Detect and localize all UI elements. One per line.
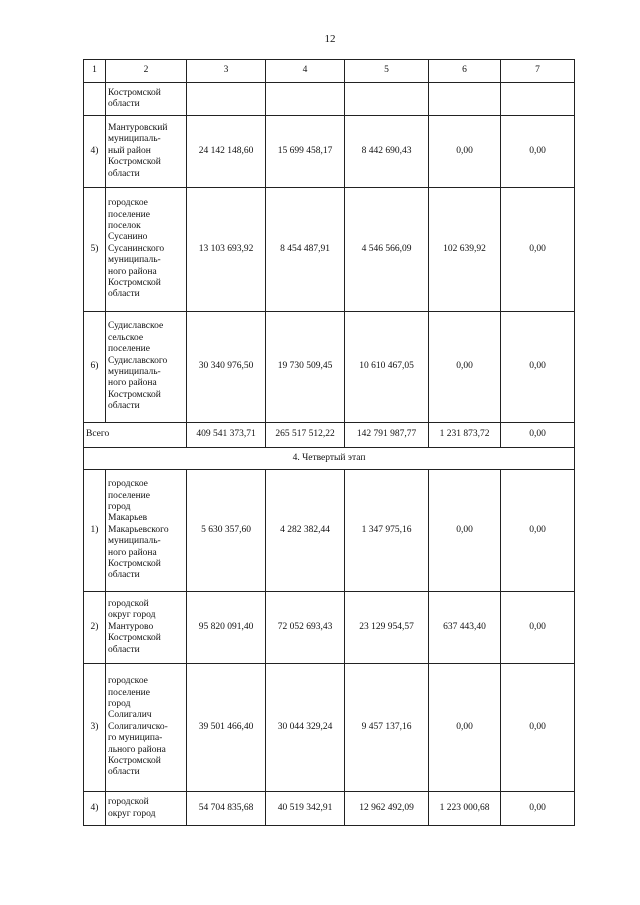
stage-title: 4. Четвертый этап [84,448,575,470]
value-cell: 30 044 329,24 [266,664,345,792]
value-cell [187,83,266,116]
table-row [84,664,575,792]
table-row [84,312,575,423]
row-number: 6) [84,312,106,423]
value-cell: 0,00 [429,664,501,792]
table-row [84,470,575,592]
row-number: 2) [84,592,106,664]
value-cell [345,83,429,116]
value-cell: 15 699 458,17 [266,116,345,188]
value-cell: 54 704 835,68 [187,792,266,826]
value-cell: 10 610 467,05 [345,312,429,423]
value-cell: 0,00 [501,312,575,423]
municipality-name: городское поселение город Макарьев Макарьевского муниципаль- ного района Костромской области [106,470,187,592]
table-row [84,592,575,664]
table-row [84,83,575,116]
value-cell: 0,00 [429,116,501,188]
value-cell: 4 282 382,44 [266,470,345,592]
value-cell: 0,00 [501,470,575,592]
budget-table [83,59,575,826]
header-row [84,60,575,83]
value-cell: 409 541 373,71 [187,423,266,448]
value-cell: 142 791 987,77 [345,423,429,448]
value-cell: 40 519 342,91 [266,792,345,826]
value-cell: 39 501 466,40 [187,664,266,792]
municipality-name: Судиславское сельское поселение Судиславского муниципаль- ного района Костромской области [106,312,187,423]
value-cell: 0,00 [501,592,575,664]
value-cell: 0,00 [501,423,575,448]
municipality-name: городское поселение город Солигалич Солигаличско- го муниципа- льного района Костромской области [106,664,187,792]
row-number: 5) [84,188,106,312]
column-header: 6 [429,60,501,83]
table-row [84,792,575,826]
value-cell: 24 142 148,60 [187,116,266,188]
value-cell: 0,00 [501,792,575,826]
table-row [84,116,575,188]
value-cell: 637 443,40 [429,592,501,664]
municipality-name: городское поселение поселок Сусанино Сусанинского муниципаль- ного района Костромской области [106,188,187,312]
municipality-name: городской округ город [106,792,187,826]
row-number: 3) [84,664,106,792]
value-cell: 5 630 357,60 [187,470,266,592]
row-number: 1) [84,470,106,592]
value-cell: 23 129 954,57 [345,592,429,664]
value-cell: 0,00 [429,312,501,423]
value-cell: 30 340 976,50 [187,312,266,423]
row-number: 4) [84,116,106,188]
value-cell: 0,00 [501,116,575,188]
value-cell: 1 223 000,68 [429,792,501,826]
column-header: 4 [266,60,345,83]
value-cell: 0,00 [501,188,575,312]
value-cell [429,83,501,116]
total-row [84,423,575,448]
value-cell: 8 454 487,91 [266,188,345,312]
value-cell: 72 052 693,43 [266,592,345,664]
column-header: 2 [106,60,187,83]
value-cell: 8 442 690,43 [345,116,429,188]
municipality-name: Мантуровский муниципаль- ный район Костромской области [106,116,187,188]
row-number [84,83,106,116]
total-label: Всего [84,423,187,448]
municipality-name: городской округ город Мантурово Костромской области [106,592,187,664]
column-header: 5 [345,60,429,83]
value-cell: 12 962 492,09 [345,792,429,826]
value-cell: 19 730 509,45 [266,312,345,423]
value-cell: 265 517 512,22 [266,423,345,448]
page-number: 12 [324,33,336,45]
column-header: 1 [84,60,106,83]
stage-header-row [84,448,575,470]
table-row [84,188,575,312]
row-number: 4) [84,792,106,826]
value-cell: 95 820 091,40 [187,592,266,664]
value-cell [266,83,345,116]
value-cell: 0,00 [501,664,575,792]
value-cell: 0,00 [429,470,501,592]
value-cell: 102 639,92 [429,188,501,312]
value-cell: 4 546 566,09 [345,188,429,312]
value-cell: 1 231 873,72 [429,423,501,448]
column-header: 3 [187,60,266,83]
column-header: 7 [501,60,575,83]
value-cell: 9 457 137,16 [345,664,429,792]
municipality-name: Костромской области [106,83,187,116]
value-cell: 13 103 693,92 [187,188,266,312]
value-cell: 1 347 975,16 [345,470,429,592]
value-cell [501,83,575,116]
